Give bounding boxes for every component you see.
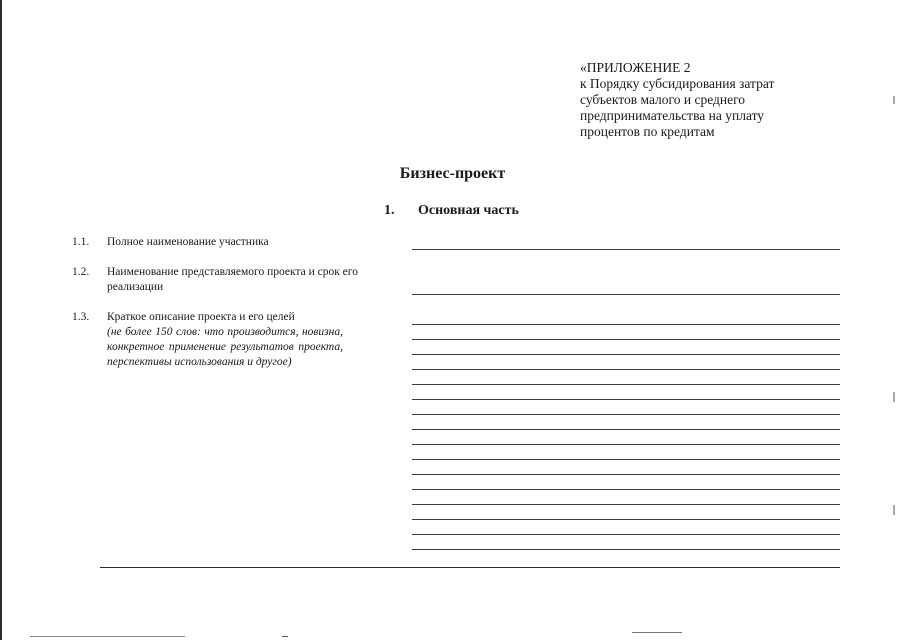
answer-line[interactable] (412, 519, 840, 520)
item-label-1-1: Полное наименование участника (107, 236, 269, 248)
appendix-line-5: процентов по кредитам (580, 124, 715, 139)
answer-line[interactable] (412, 504, 840, 505)
scan-artifact (30, 636, 185, 637)
answer-line[interactable] (412, 384, 840, 385)
answer-line[interactable] (412, 294, 840, 295)
answer-line[interactable] (412, 249, 840, 250)
item-number-1-3: 1.3. (72, 311, 90, 323)
document-title: Бизнес-проект (399, 165, 506, 182)
answer-line[interactable] (412, 489, 840, 490)
page-edge (0, 0, 2, 640)
section-number: 1. (384, 203, 395, 218)
answer-line[interactable] (412, 354, 840, 355)
answer-line[interactable] (412, 369, 840, 370)
item-number-1-1: 1.1. (72, 236, 90, 248)
answer-line[interactable] (412, 339, 840, 340)
answer-line[interactable] (412, 324, 840, 325)
scan-artifact (282, 636, 288, 637)
bottom-rule (100, 567, 840, 568)
item-number-1-2: 1.2. (72, 266, 90, 278)
item-label-1-2: Наименование представляемого проекта и срок его реализации (107, 266, 358, 293)
answer-line[interactable] (412, 399, 840, 400)
appendix-line-1: «ПРИЛОЖЕНИЕ 2 (580, 60, 691, 75)
answer-line[interactable] (412, 414, 840, 415)
appendix-line-4: предпринимательства на уплату (580, 108, 765, 123)
answer-line[interactable] (412, 474, 840, 475)
scan-artifact (893, 505, 895, 515)
section-heading (384, 203, 519, 219)
section-title: Основная часть (418, 203, 519, 218)
scan-artifact (893, 392, 895, 402)
answer-line[interactable] (412, 534, 840, 535)
appendix-line-2: к Порядку субсидирования затрат (580, 76, 775, 91)
appendix-header (580, 60, 820, 140)
scan-artifact (893, 96, 895, 104)
item-label-1-3: Краткое описание проекта и его целей (107, 311, 295, 323)
answer-line[interactable] (412, 444, 840, 445)
answer-line[interactable] (412, 459, 840, 460)
appendix-line-3: субъектов малого и среднего (580, 92, 746, 107)
answer-line[interactable] (412, 429, 840, 430)
scan-artifact (632, 632, 682, 633)
item-block-1-3 (107, 310, 392, 370)
item-hint-1-3: (не более 150 слов: что производится, новизна, конкретное применение результатов проекта, перспективы использования и другое) (107, 326, 343, 368)
answer-line[interactable] (412, 549, 840, 550)
